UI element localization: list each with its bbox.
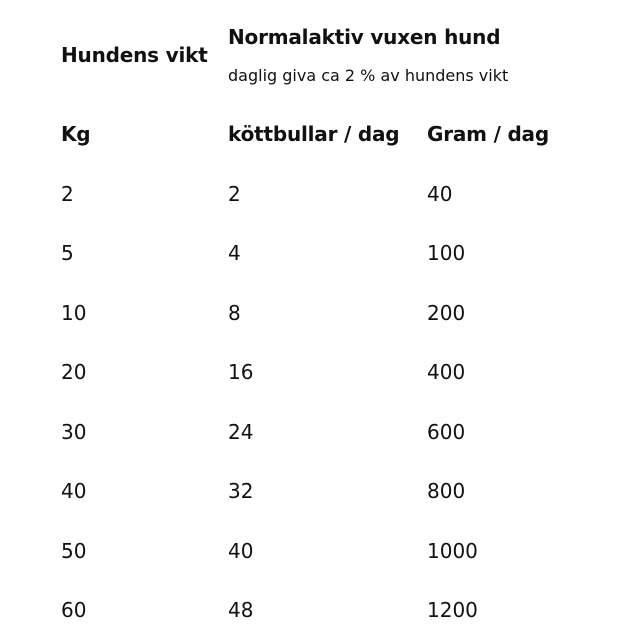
cell-meatballs: 24 [228, 420, 254, 444]
cell-grams: 100 [427, 241, 466, 265]
column-header-grams: Gram / dag [427, 122, 549, 146]
table-row [0, 598, 622, 628]
cell-kg: 10 [61, 301, 87, 325]
cell-grams: 1200 [427, 598, 478, 622]
cell-meatballs: 8 [228, 301, 241, 325]
cell-kg: 30 [61, 420, 87, 444]
column-header-meatballs: köttbullar / dag [228, 122, 400, 146]
activity-subtitle: daglig giva ca 2 % av hundens vikt [228, 66, 509, 85]
cell-meatballs: 48 [228, 598, 254, 622]
table-row [0, 241, 622, 271]
cell-grams: 600 [427, 420, 466, 444]
cell-meatballs: 40 [228, 539, 254, 563]
cell-grams: 200 [427, 301, 466, 325]
cell-kg: 60 [61, 598, 87, 622]
table-row [0, 301, 622, 331]
cell-grams: 800 [427, 479, 466, 503]
cell-kg: 20 [61, 360, 87, 384]
cell-meatballs: 2 [228, 182, 241, 206]
cell-kg: 50 [61, 539, 87, 563]
cell-kg: 2 [61, 182, 74, 206]
cell-grams: 1000 [427, 539, 478, 563]
cell-meatballs: 4 [228, 241, 241, 265]
table-row [0, 182, 622, 212]
table-row [0, 420, 622, 450]
cell-grams: 400 [427, 360, 466, 384]
table-row [0, 479, 622, 509]
table-row [0, 539, 622, 569]
activity-title: Normalaktiv vuxen hund [228, 25, 501, 49]
cell-kg: 5 [61, 241, 74, 265]
cell-meatballs: 16 [228, 360, 254, 384]
cell-kg: 40 [61, 479, 87, 503]
cell-meatballs: 32 [228, 479, 254, 503]
column-header-kg: Kg [61, 122, 91, 146]
weight-title: Hundens vikt [61, 43, 208, 67]
table-row [0, 360, 622, 390]
cell-grams: 40 [427, 182, 453, 206]
